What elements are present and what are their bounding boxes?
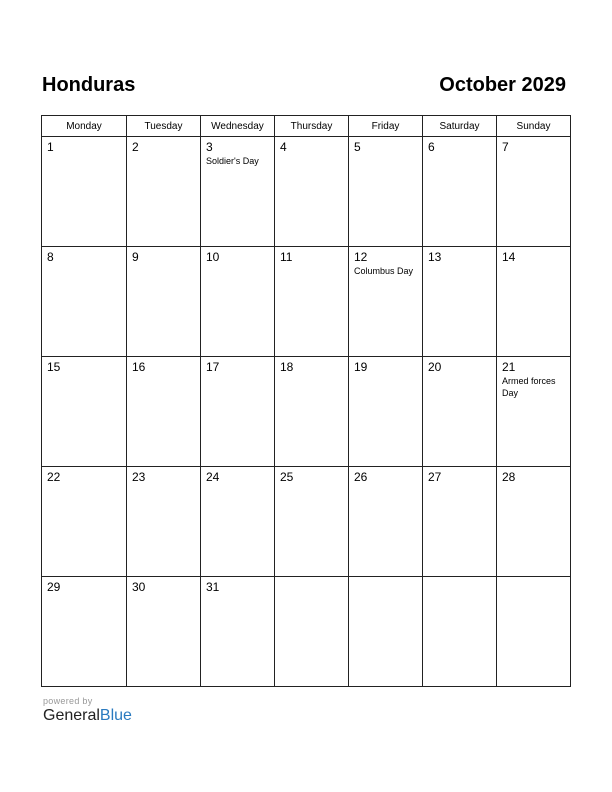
weekday-header-row (42, 116, 571, 137)
day-cell (201, 357, 275, 467)
day-number: 2 (132, 140, 139, 154)
day-cell-content (201, 247, 274, 267)
day-cell-content (42, 137, 126, 157)
day-cell (423, 467, 497, 577)
day-cell-content (127, 577, 200, 597)
day-cell-content (349, 357, 422, 377)
day-number: 22 (47, 470, 61, 484)
day-cell (201, 577, 275, 687)
day-cell-content (42, 247, 126, 267)
holiday-label: Soldier's Day (206, 156, 259, 166)
day-cell (42, 577, 127, 687)
day-number: 12 (354, 250, 368, 264)
day-number: 17 (206, 360, 220, 374)
day-cell-content (42, 577, 126, 597)
day-number: 4 (280, 140, 287, 154)
day-cell (349, 247, 423, 357)
day-cell-content (42, 357, 126, 377)
day-cell-content (275, 247, 348, 267)
day-cell-content (201, 357, 274, 377)
day-cell-content (127, 467, 200, 487)
weekday-friday: Friday (349, 116, 423, 137)
day-cell-content (423, 577, 496, 583)
day-number: 13 (428, 250, 442, 264)
day-number: 10 (206, 250, 220, 264)
day-cell (497, 247, 571, 357)
day-cell (349, 467, 423, 577)
day-number: 20 (428, 360, 442, 374)
day-cell-content (423, 137, 496, 157)
weekday-tuesday: Tuesday (127, 116, 201, 137)
day-cell (423, 247, 497, 357)
day-number: 3 (206, 140, 213, 154)
day-cell (42, 137, 127, 247)
day-cell-content (497, 247, 570, 267)
day-cell (423, 357, 497, 467)
day-number: 9 (132, 250, 139, 264)
day-cell-content (42, 467, 126, 487)
day-cell-content (275, 467, 348, 487)
month-year-title: October 2029 (439, 73, 566, 96)
day-cell (497, 467, 571, 577)
day-number: 23 (132, 470, 146, 484)
day-number: 21 (502, 360, 516, 374)
day-cell (127, 137, 201, 247)
day-cell-content (349, 577, 422, 583)
calendar-week-row (42, 137, 571, 247)
day-cell (201, 467, 275, 577)
day-cell-content (349, 247, 422, 280)
day-cell (423, 577, 497, 687)
day-cell (127, 577, 201, 687)
weekday-sunday: Sunday (497, 116, 571, 137)
day-cell-content (127, 137, 200, 157)
weekday-saturday: Saturday (423, 116, 497, 137)
day-cell-content (497, 467, 570, 487)
day-number: 26 (354, 470, 368, 484)
day-cell (349, 137, 423, 247)
calendar-week-row (42, 357, 571, 467)
day-number: 30 (132, 580, 146, 594)
day-cell-content (201, 577, 274, 597)
day-cell-content (201, 137, 274, 170)
day-cell (497, 577, 571, 687)
holiday-label: Armed forces Day (502, 376, 556, 398)
day-cell (275, 467, 349, 577)
day-number: 16 (132, 360, 146, 374)
day-cell-content (497, 357, 570, 402)
day-cell (127, 357, 201, 467)
day-number: 29 (47, 580, 61, 594)
day-cell (497, 137, 571, 247)
day-number: 14 (502, 250, 516, 264)
day-cell (275, 357, 349, 467)
day-number: 24 (206, 470, 220, 484)
day-cell-content (423, 467, 496, 487)
day-number: 7 (502, 140, 509, 154)
powered-by-text: powered by (43, 696, 93, 706)
day-cell (275, 137, 349, 247)
day-cell-content (349, 467, 422, 487)
day-cell-content (423, 247, 496, 267)
day-cell-content (349, 137, 422, 157)
calendar-week-row (42, 247, 571, 357)
day-number: 18 (280, 360, 294, 374)
day-cell (42, 357, 127, 467)
day-cell-content (423, 357, 496, 377)
brand-general-text: General (43, 707, 100, 724)
day-cell-content (275, 357, 348, 377)
day-number: 28 (502, 470, 516, 484)
month-calendar-grid (41, 115, 571, 687)
day-number: 31 (206, 580, 220, 594)
day-cell-content (275, 577, 348, 583)
holiday-label: Columbus Day (354, 266, 414, 276)
day-cell (423, 137, 497, 247)
calendar-week-row (42, 577, 571, 687)
weekday-monday: Monday (42, 116, 127, 137)
day-number: 15 (47, 360, 61, 374)
footer-branding (43, 696, 132, 725)
calendar-header (42, 70, 566, 100)
day-cell (42, 467, 127, 577)
day-number: 5 (354, 140, 361, 154)
day-cell-content (497, 577, 570, 583)
day-number: 11 (280, 250, 293, 264)
brand-logo (43, 707, 132, 725)
day-number: 25 (280, 470, 294, 484)
day-cell-content (275, 137, 348, 157)
day-cell (349, 577, 423, 687)
weekday-thursday: Thursday (275, 116, 349, 137)
day-cell (127, 467, 201, 577)
country-title: Honduras (42, 73, 136, 96)
day-cell (201, 247, 275, 357)
day-cell (42, 247, 127, 357)
day-cell (275, 577, 349, 687)
day-number: 8 (47, 250, 54, 264)
calendar-weeks (42, 137, 571, 687)
day-cell (349, 357, 423, 467)
calendar-week-row (42, 467, 571, 577)
brand-blue-text: Blue (99, 707, 132, 724)
day-cell (201, 137, 275, 247)
day-number: 1 (47, 140, 54, 154)
day-cell (127, 247, 201, 357)
day-number: 6 (428, 140, 435, 154)
day-cell-content (127, 357, 200, 377)
weekday-wednesday: Wednesday (201, 116, 275, 137)
day-number: 19 (354, 360, 368, 374)
day-cell (497, 357, 571, 467)
day-cell-content (127, 247, 200, 267)
day-number: 27 (428, 470, 442, 484)
day-cell-content (497, 137, 570, 157)
day-cell (275, 247, 349, 357)
day-cell-content (201, 467, 274, 487)
